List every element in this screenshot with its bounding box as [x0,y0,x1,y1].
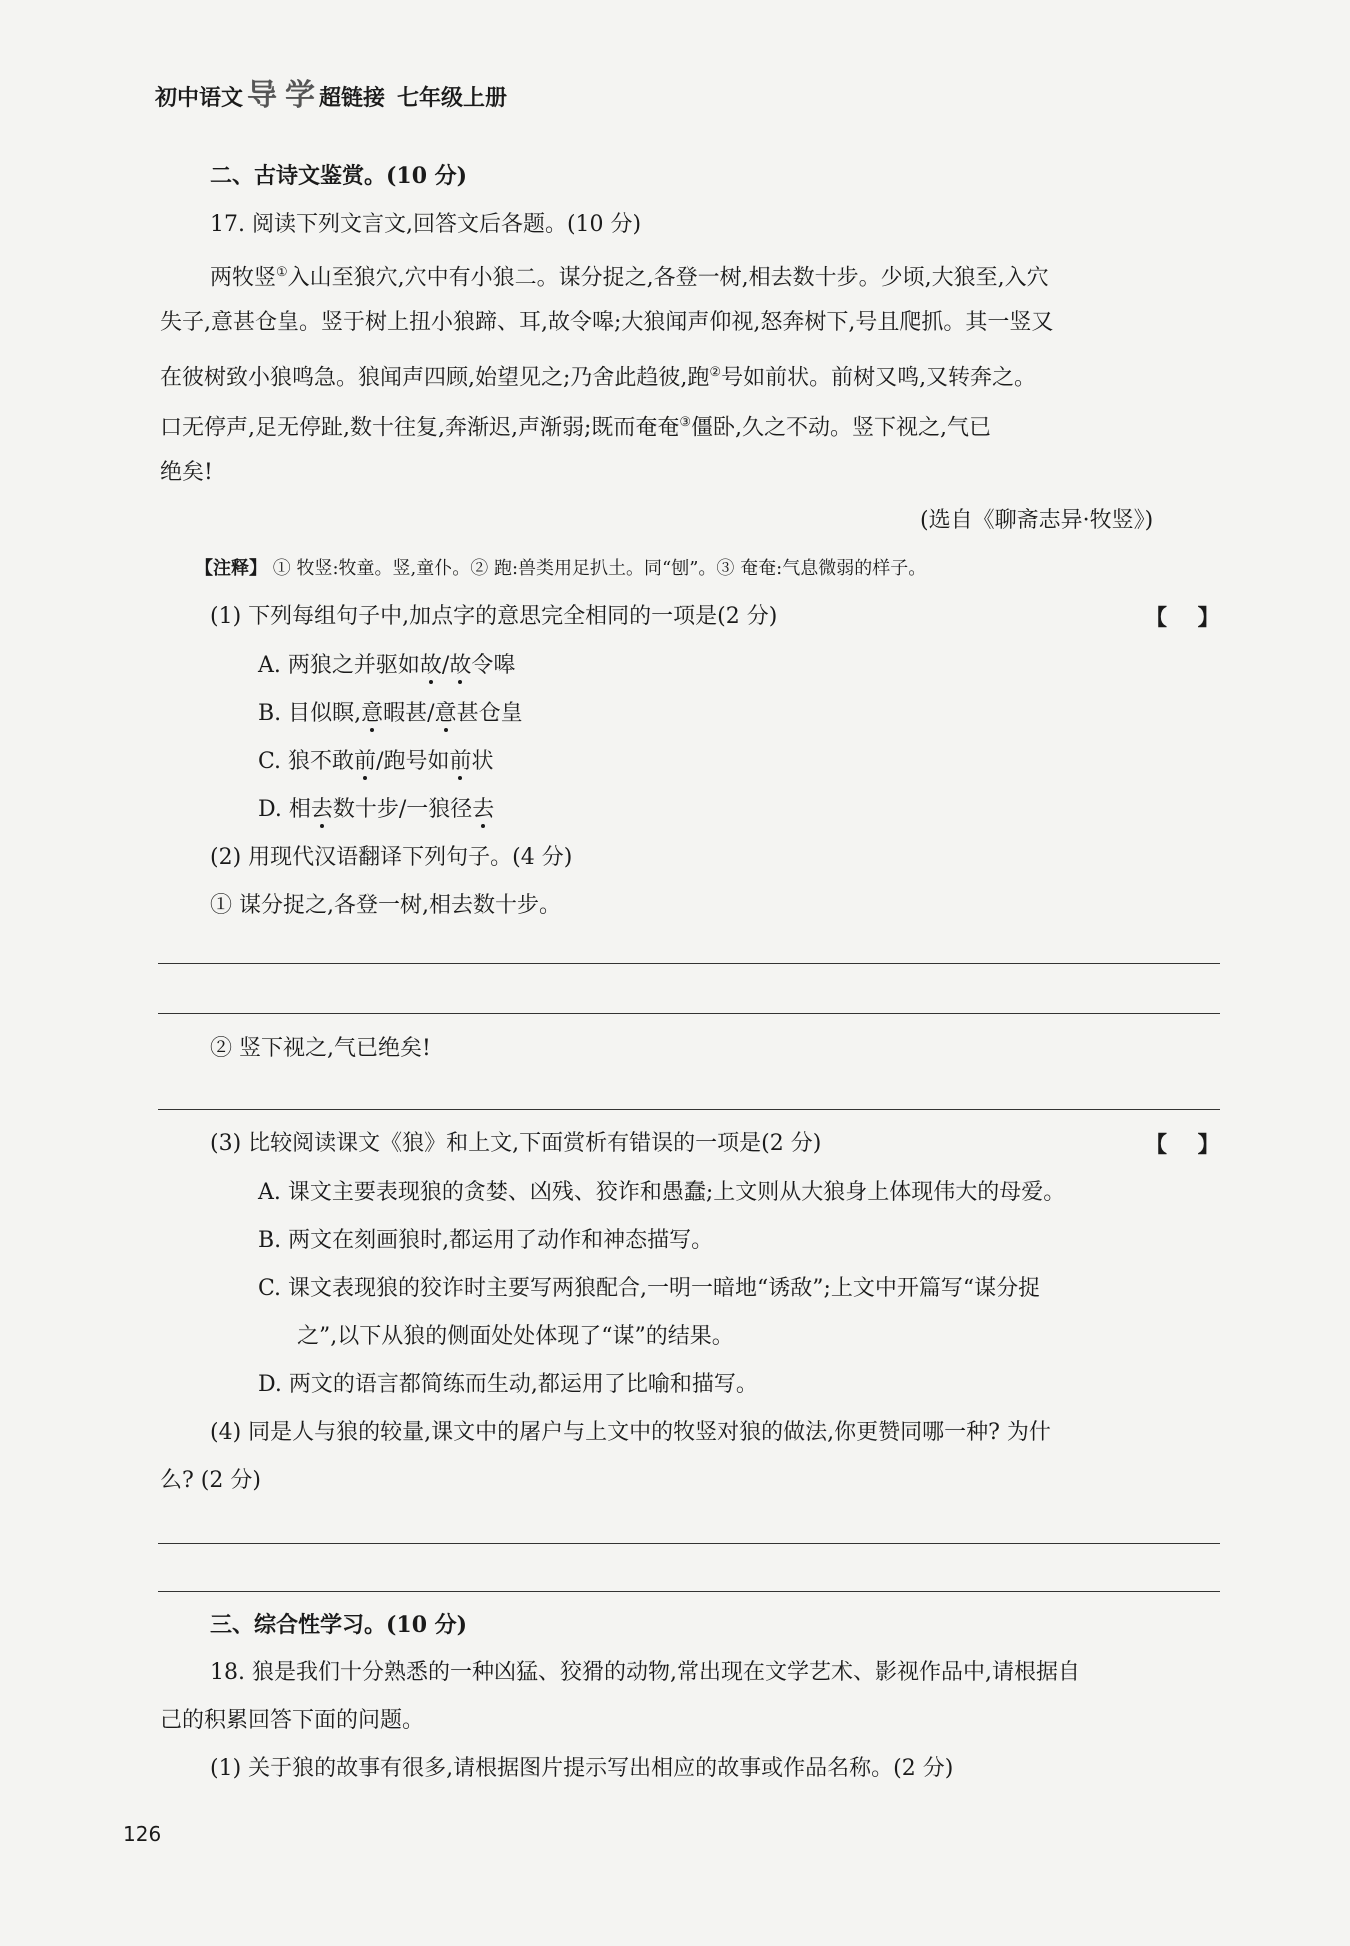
option-d [258,794,494,826]
section-3-title: 三、综合性学习。(10 分) [210,1612,468,1638]
q17-sub1-stem: (1) 下列每组句子中,加点字的意思完全相同的一项是(2 分) [210,604,778,629]
header-series: 初中语文 [155,86,244,111]
dotted-char: 去 [472,797,495,822]
sub3-option-c: C. 课文表现狼的狡诈时主要写两狼配合,一明一暗地“诱敌”;上文中开篇写“谋分捉 [258,1276,1041,1301]
sub3-option-c-cont: 之”,以下从狼的侧面处处体现了“谋”的结果。 [297,1324,734,1349]
passage-line-4 [160,407,991,444]
answer-line[interactable] [158,1591,1220,1592]
option-text: 状 [471,749,494,774]
q18-sub1: (1) 关于狼的故事有很多,请根据图片提示写出相应的故事或作品名称。(2 分) [210,1756,954,1781]
page-number: 126 [123,1822,162,1846]
option-c [258,746,494,778]
option-text: D. 相 [258,797,311,822]
passage-source: (选自《聊斋志异·牧竖》) [920,508,1154,533]
translate-sentence-1: ① 谋分捉之,各登一树,相去数十步。 [210,893,561,918]
q17-sub2-stem: (2) 用现代汉语翻译下列句子。(4 分) [210,845,573,870]
option-text: 数十步/一狼径 [332,797,473,822]
option-text: 甚仓皇 [456,701,523,726]
sub3-option-b: B. 两文在刻画狼时,都运用了动作和神态描写。 [258,1228,714,1253]
header-grade: 七年级上册 [397,86,508,111]
passage-text: 两牧竖 [210,265,277,291]
dotted-char: 去 [310,797,333,822]
footnote-mark: ② [709,365,722,380]
dotted-char: 故 [419,653,442,678]
footnote-mark: ① [276,265,288,280]
option-text: B. 目似瞑, [258,701,362,726]
footnote-mark: ③ [679,415,692,430]
book-header [155,70,507,114]
notes-label: 【注释】 [195,558,267,579]
dotted-char: 前 [449,749,472,774]
q17-sub3-stem: (3) 比较阅读课文《狼》和上文,下面赏析有错误的一项是(2 分) [210,1131,822,1156]
header-link: 超链接 [319,86,386,111]
sub3-option-d: D. 两文的语言都简练而生动,都运用了比喻和描写。 [258,1372,758,1397]
header-xue: 学 [285,78,316,113]
notes-text: ① 牧竖:牧童。竖,童仆。② 跑:兽类用足扒土。同“刨”。③ 奄奄:气息微弱的样子。 [272,558,927,579]
passage-line-1 [210,257,1049,294]
passage-text: 在彼树致小狼鸣急。狼闻声四顾,始望见之;乃舍此趋彼,跑 [160,365,710,391]
q17-sub4-line-2: 么? (2 分) [160,1468,261,1493]
dotted-char: 意 [361,701,384,726]
annotations [195,553,926,585]
passage-line-2: 失子,意甚仓皇。竖于树上扭小狼蹄、耳,故令嗥;大狼闻声仰视,怒奔树下,号且爬抓。其一竖又 [160,310,1054,335]
dotted-char: 意 [434,701,457,726]
answer-line[interactable] [158,963,1220,964]
option-text: / [441,653,450,678]
option-a [258,650,515,682]
answer-line[interactable] [158,1109,1220,1110]
section-2-title: 二、古诗文鉴赏。(10 分) [210,163,468,189]
header-dao: 导 [247,78,278,113]
q18-line-1: 18. 狼是我们十分熟悉的一种凶猛、狡猾的动物,常出现在文学艺术、影视作品中,请根据自 [210,1660,1080,1685]
option-text: C. 狼不敢 [258,749,355,774]
passage-line-5: 绝矣! [160,460,213,485]
passage-text: 入山至狼穴,穴中有小狼二。谋分捉之,各登一树,相去数十步。少顷,大狼至,入穴 [287,265,1049,291]
dotted-char: 故 [449,653,472,678]
option-b [258,698,523,730]
q17-sub4-line-1: (4) 同是人与狼的较量,课文中的屠户与上文中的牧竖对狼的做法,你更赞同哪一种? 为什 [210,1420,1051,1445]
option-text: 暇甚/ [383,701,435,726]
passage-text: 僵卧,久之不动。竖下视之,气已 [691,415,992,441]
answer-line[interactable] [158,1543,1220,1544]
answer-bracket: 【 】 [1145,1133,1220,1158]
dotted-char: 前 [354,749,377,774]
answer-bracket: 【 】 [1145,606,1220,631]
translate-sentence-2: ② 竖下视之,气已绝矣! [210,1036,431,1061]
q18-line-2: 己的积累回答下面的问题。 [160,1708,425,1733]
option-text: A. 两狼之并驱如 [258,653,420,678]
sub3-option-a: A. 课文主要表现狼的贪婪、凶残、狡诈和愚蠢;上文则从大狼身上体现伟大的母爱。 [258,1180,1066,1205]
passage-line-3 [160,357,1036,394]
option-text: /跑号如 [376,749,450,774]
passage-text: 口无停声,足无停趾,数十往复,奔渐迟,声渐弱;既而奄奄 [160,415,680,441]
q17-stem: 17. 阅读下列文言文,回答文后各题。(10 分) [210,212,642,237]
passage-text: 号如前状。前树又鸣,又转奔之。 [721,365,1037,391]
option-text: 令嗥 [471,653,516,678]
answer-line[interactable] [158,1013,1220,1014]
